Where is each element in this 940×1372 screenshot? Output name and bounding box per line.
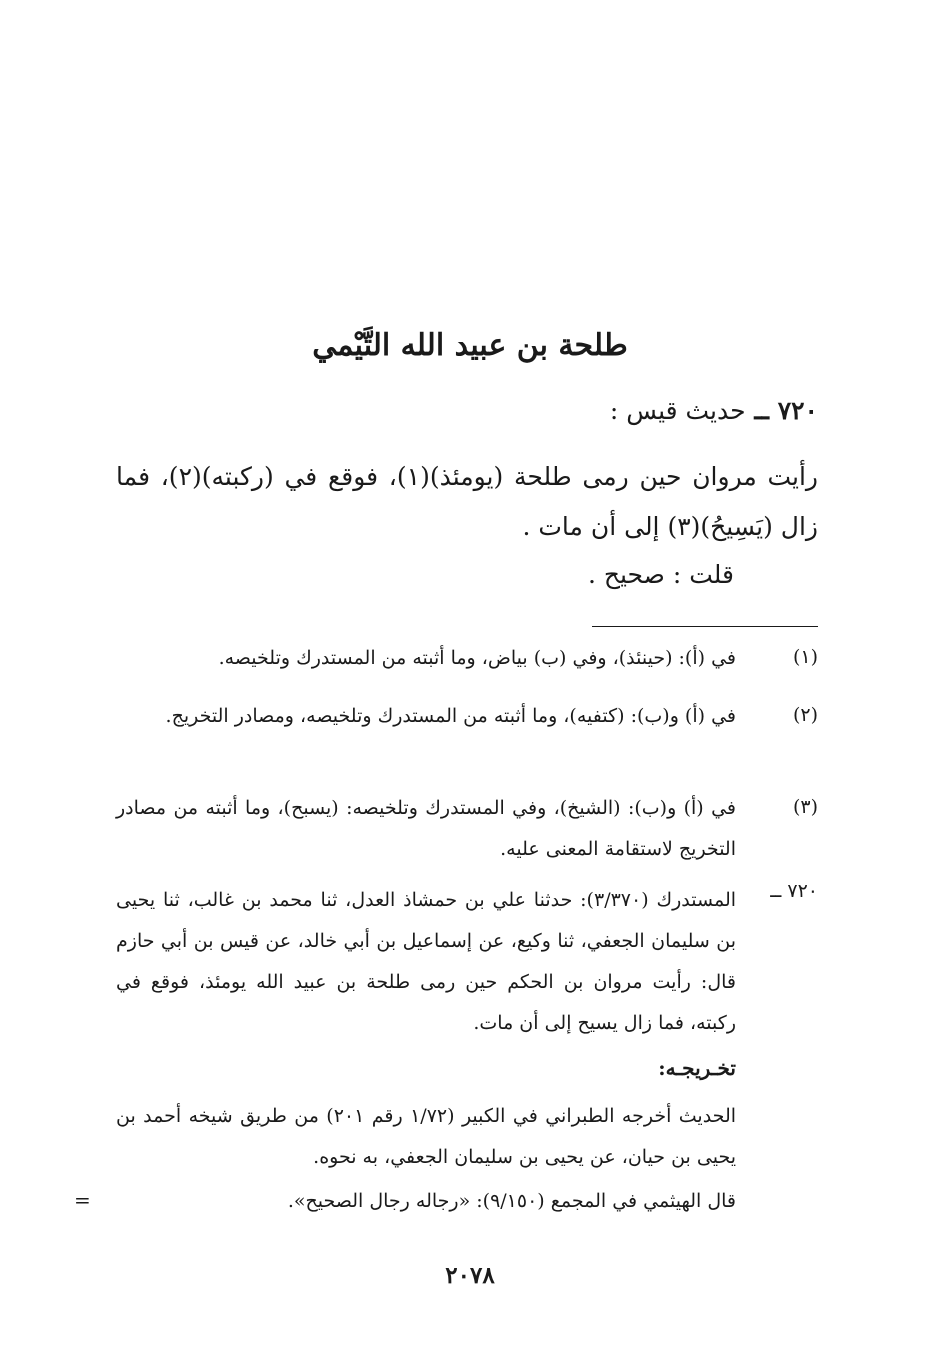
takhrij-text: الحديث أخرجه الطبراني في الكبير (١/٧٢ رقم ٢٠١) من طريق شيخه أحمد بن يحيى بن حيان، عن يحيى بن سليمان الجعفي، به نحوه.	[116, 1105, 737, 1168]
footnote-number: (٢)	[792, 704, 818, 726]
hadith-heading	[610, 396, 818, 425]
source-number: ٧٢٠ ــ	[770, 880, 818, 902]
footnote-text: في (أ) و(ب): (كتفيه)، وما أثبته من المستدرك وتلخيصه، ومصادر التخريج.	[165, 705, 736, 727]
hadith-verdict: قلت : صحيح .	[587, 560, 734, 589]
hadith-number: ٧٢٠	[777, 396, 818, 425]
page-number: ٢٠٧٨	[445, 1262, 495, 1289]
footnote-text: في (أ) و(ب): (الشيخ)، وفي المستدرك وتلخيصه: (يسبح)، وما أثبته من مصادر التخريج لاستقامة المعنى عليه.	[116, 797, 736, 860]
hadith-separator: ــ	[754, 396, 769, 425]
footnote-number: (٣)	[792, 796, 818, 818]
hadith-text: رأيت مروان حين رمى طلحة (يومئذ)(١)، فوقع في (ركبته)(٢)، فما زال (يَسِيحُ)(٣) إلى أن مات .	[116, 462, 818, 541]
footnote-number: (١)	[792, 646, 818, 668]
haythami-note: قال الهيثمي في المجمع (٩/١٥٠): «رجاله رجال الصحيح».	[287, 1190, 736, 1212]
chapter-title: طلحة بن عبيد الله التَّيْمي	[312, 328, 628, 363]
continuation-mark: =	[74, 1188, 91, 1212]
footnote-divider	[592, 626, 818, 627]
footnote-text: في (أ): (حينئذ)، وفي (ب) بياض، وما أثبته من المستدرك وتلخيصه.	[218, 647, 736, 669]
hadith-label: حديث قيس :	[609, 396, 746, 425]
source-text: المستدرك (٣/٣٧٠): حدثنا علي بن حمشاذ العدل، ثنا محمد بن غالب، ثنا يحيى بن سليمان الجعفي، ثنا وكيع، عن إسماعيل بن أبي خالد، عن قيس بن أبي حازم قال: رأيت مروان بن الحكم حين رمى طلحة بن عبيد الله يومئذ، فوقع في ركبته، فما زال يسيح إلى أن مات.	[116, 889, 737, 1034]
takhrij-heading: تخـريجـه:	[658, 1056, 736, 1080]
